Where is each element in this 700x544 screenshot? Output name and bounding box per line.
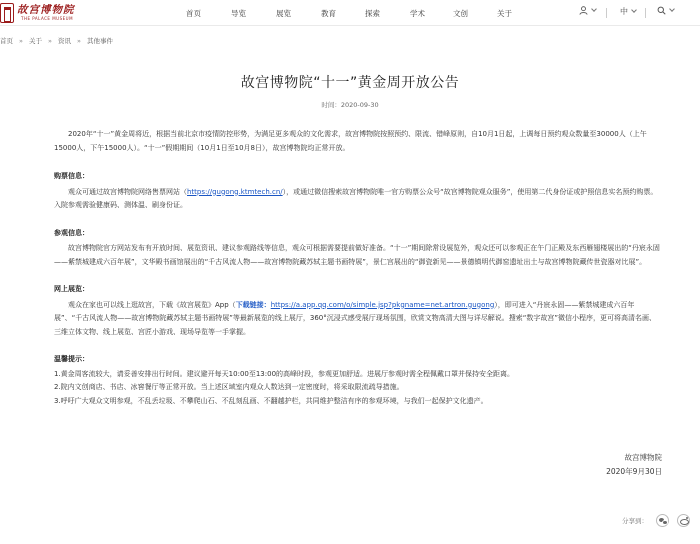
visit-heading: 参观信息：	[54, 228, 89, 237]
tools-divider	[606, 8, 607, 18]
search-icon	[657, 6, 666, 15]
tips-item-3: 3.呼吁广大观众文明参观，不乱丢垃圾、不攀爬山石、不乱刻乱画、不翻越护栏，共同维护整洁有序的参观环境，与我们一起保护文化遗产。	[54, 396, 488, 405]
visit-text: 故宫博物院官方网站发布有开放时间、展览资讯、建议参观路线等信息，观众可根据需要提前做好准备。“十一”期间除常设展览外，观众还可以参观正在午门正殿及东西雁翅楼展出的“丹宸永固——紫禁城建成六百年展”，文华殿书画馆展出的“千古风流人物——故宫博物院藏苏轼主题书画特展”，景仁宫展出的“御瓷新见——景德镇明代御窑遗址出土与故宫博物院藏传世瓷器对比展”。	[54, 244, 660, 266]
signature-date: 2020年9月30日	[606, 467, 662, 476]
online-text-start: 观众在家也可以线上逛故宫，下载《故宫展览》App（	[68, 300, 236, 309]
tips-item-2: 2.院内文创商店、书店、冰窖餐厅等正常开放。当上述区域室内观众人数达到一定密度时，将采取限流疏导措施。	[54, 383, 404, 391]
weibo-share-icon[interactable]	[677, 514, 690, 527]
breadcrumb	[0, 36, 113, 45]
publish-time: 时间：2020-09-30	[321, 101, 379, 109]
online-paragraph	[54, 299, 662, 340]
search-button[interactable]	[657, 6, 674, 15]
tools-divider	[645, 8, 646, 18]
chevron-down-icon	[591, 6, 597, 12]
ticket-website-link[interactable]: https://gugong.ktmtech.cn/	[187, 187, 283, 196]
chevron-down-icon	[631, 7, 637, 13]
page-title: 故宫博物院“十一”黄金周开放公告	[240, 75, 460, 91]
breadcrumb-separator-icon: »	[19, 36, 23, 45]
nav-item-explore[interactable]: 探索	[365, 9, 380, 18]
nav-item-exhibitions[interactable]: 展览	[276, 9, 291, 18]
nav-item-education[interactable]: 教育	[321, 9, 336, 18]
language-switch[interactable]	[620, 6, 636, 17]
user-icon	[579, 6, 588, 15]
breadcrumb-news[interactable]: 资讯	[57, 37, 71, 45]
online-heading: 网上展览：	[54, 285, 89, 293]
breadcrumb-home[interactable]: 首页	[0, 37, 13, 45]
intro-paragraph: 2020年“十一”黄金周将近，根据当前北京市疫情防控形势，为满足更多观众的文化需求，故宫博物院按照预约、限流、错峰原则，自10月1日起，上调每日预约观众数量至30000人（上午15000人，下午15000人）。“十一”假期期间（10月1日至10月8日），故宫博物院均正常开放。	[54, 130, 647, 152]
tips-heading: 温馨提示：	[54, 355, 89, 363]
logo-english: THE PALACE MUSEUM	[21, 15, 74, 21]
share-bar	[622, 514, 690, 527]
language-label: 中	[620, 7, 628, 16]
breadcrumb-separator-icon: »	[76, 36, 81, 45]
ticket-heading: 购票信息：	[54, 172, 89, 180]
nav-item-academic[interactable]: 学术	[410, 9, 425, 18]
ticket-paragraph	[54, 186, 662, 213]
online-text-end: ），即可进入“丹宸永固——紫禁城建成六百年展”、“千古风流人物——故宫博物院藏苏轼主题书画特展”等最新展览的线上展厅，360°沉浸式感受展厅现场氛围，欣赏文物高清大图与详尽解说。搜索“数字故宫”微信小程序，更可将高清名画、三维立体文物、线上展览、宫匠小游戏、现场导览等一手掌握。	[54, 300, 656, 336]
logo-chinese: 故宫博物院	[17, 4, 75, 17]
wechat-share-icon[interactable]	[656, 514, 669, 527]
ticket-text-start: 观众可通过故宫博物院网络售票网站（	[68, 187, 187, 196]
nav-item-creative[interactable]: 文创	[453, 9, 468, 18]
signature-org: 故宫博物院	[624, 453, 662, 462]
nav-item-home[interactable]: 首页	[186, 9, 201, 18]
share-label: 分享到：	[622, 517, 648, 525]
nav-item-about[interactable]: 关于	[497, 9, 512, 18]
download-label: 下载链接：	[235, 300, 271, 309]
site-logo[interactable]	[0, 1, 75, 25]
visit-paragraph	[54, 242, 662, 269]
article-body	[54, 128, 662, 408]
ticket-text-end: ），或通过微信搜索故宫博物院唯一官方购票公众号“故宫博物院观众服务”，使用第二代身份证或护照信息实名预约购票。入院参观需验健康码、测体温、刷身份证。	[54, 187, 658, 209]
app-download-link[interactable]: https://a.app.qq.com/o/simple.jsp?pkgname=net.artron.gugong	[270, 300, 495, 309]
nav-item-guide[interactable]: 导览	[231, 9, 246, 18]
logo-text	[17, 5, 75, 21]
breadcrumb-about[interactable]: 关于	[28, 37, 42, 45]
palace-seal-icon	[0, 3, 14, 23]
user-menu[interactable]	[579, 6, 596, 15]
tips-item-1: 1.黄金周客流较大，请妥善安排出行时间。建议避开每天10:00至13:00的高峰时段，参观更加舒适。进展厅参观时需全程佩戴口罩并保持安全距离。	[54, 369, 515, 378]
breadcrumb-separator-icon: »	[47, 36, 52, 45]
site-header	[0, 0, 700, 26]
chevron-down-icon	[669, 6, 675, 12]
breadcrumb-current: 其他事件	[86, 37, 113, 45]
